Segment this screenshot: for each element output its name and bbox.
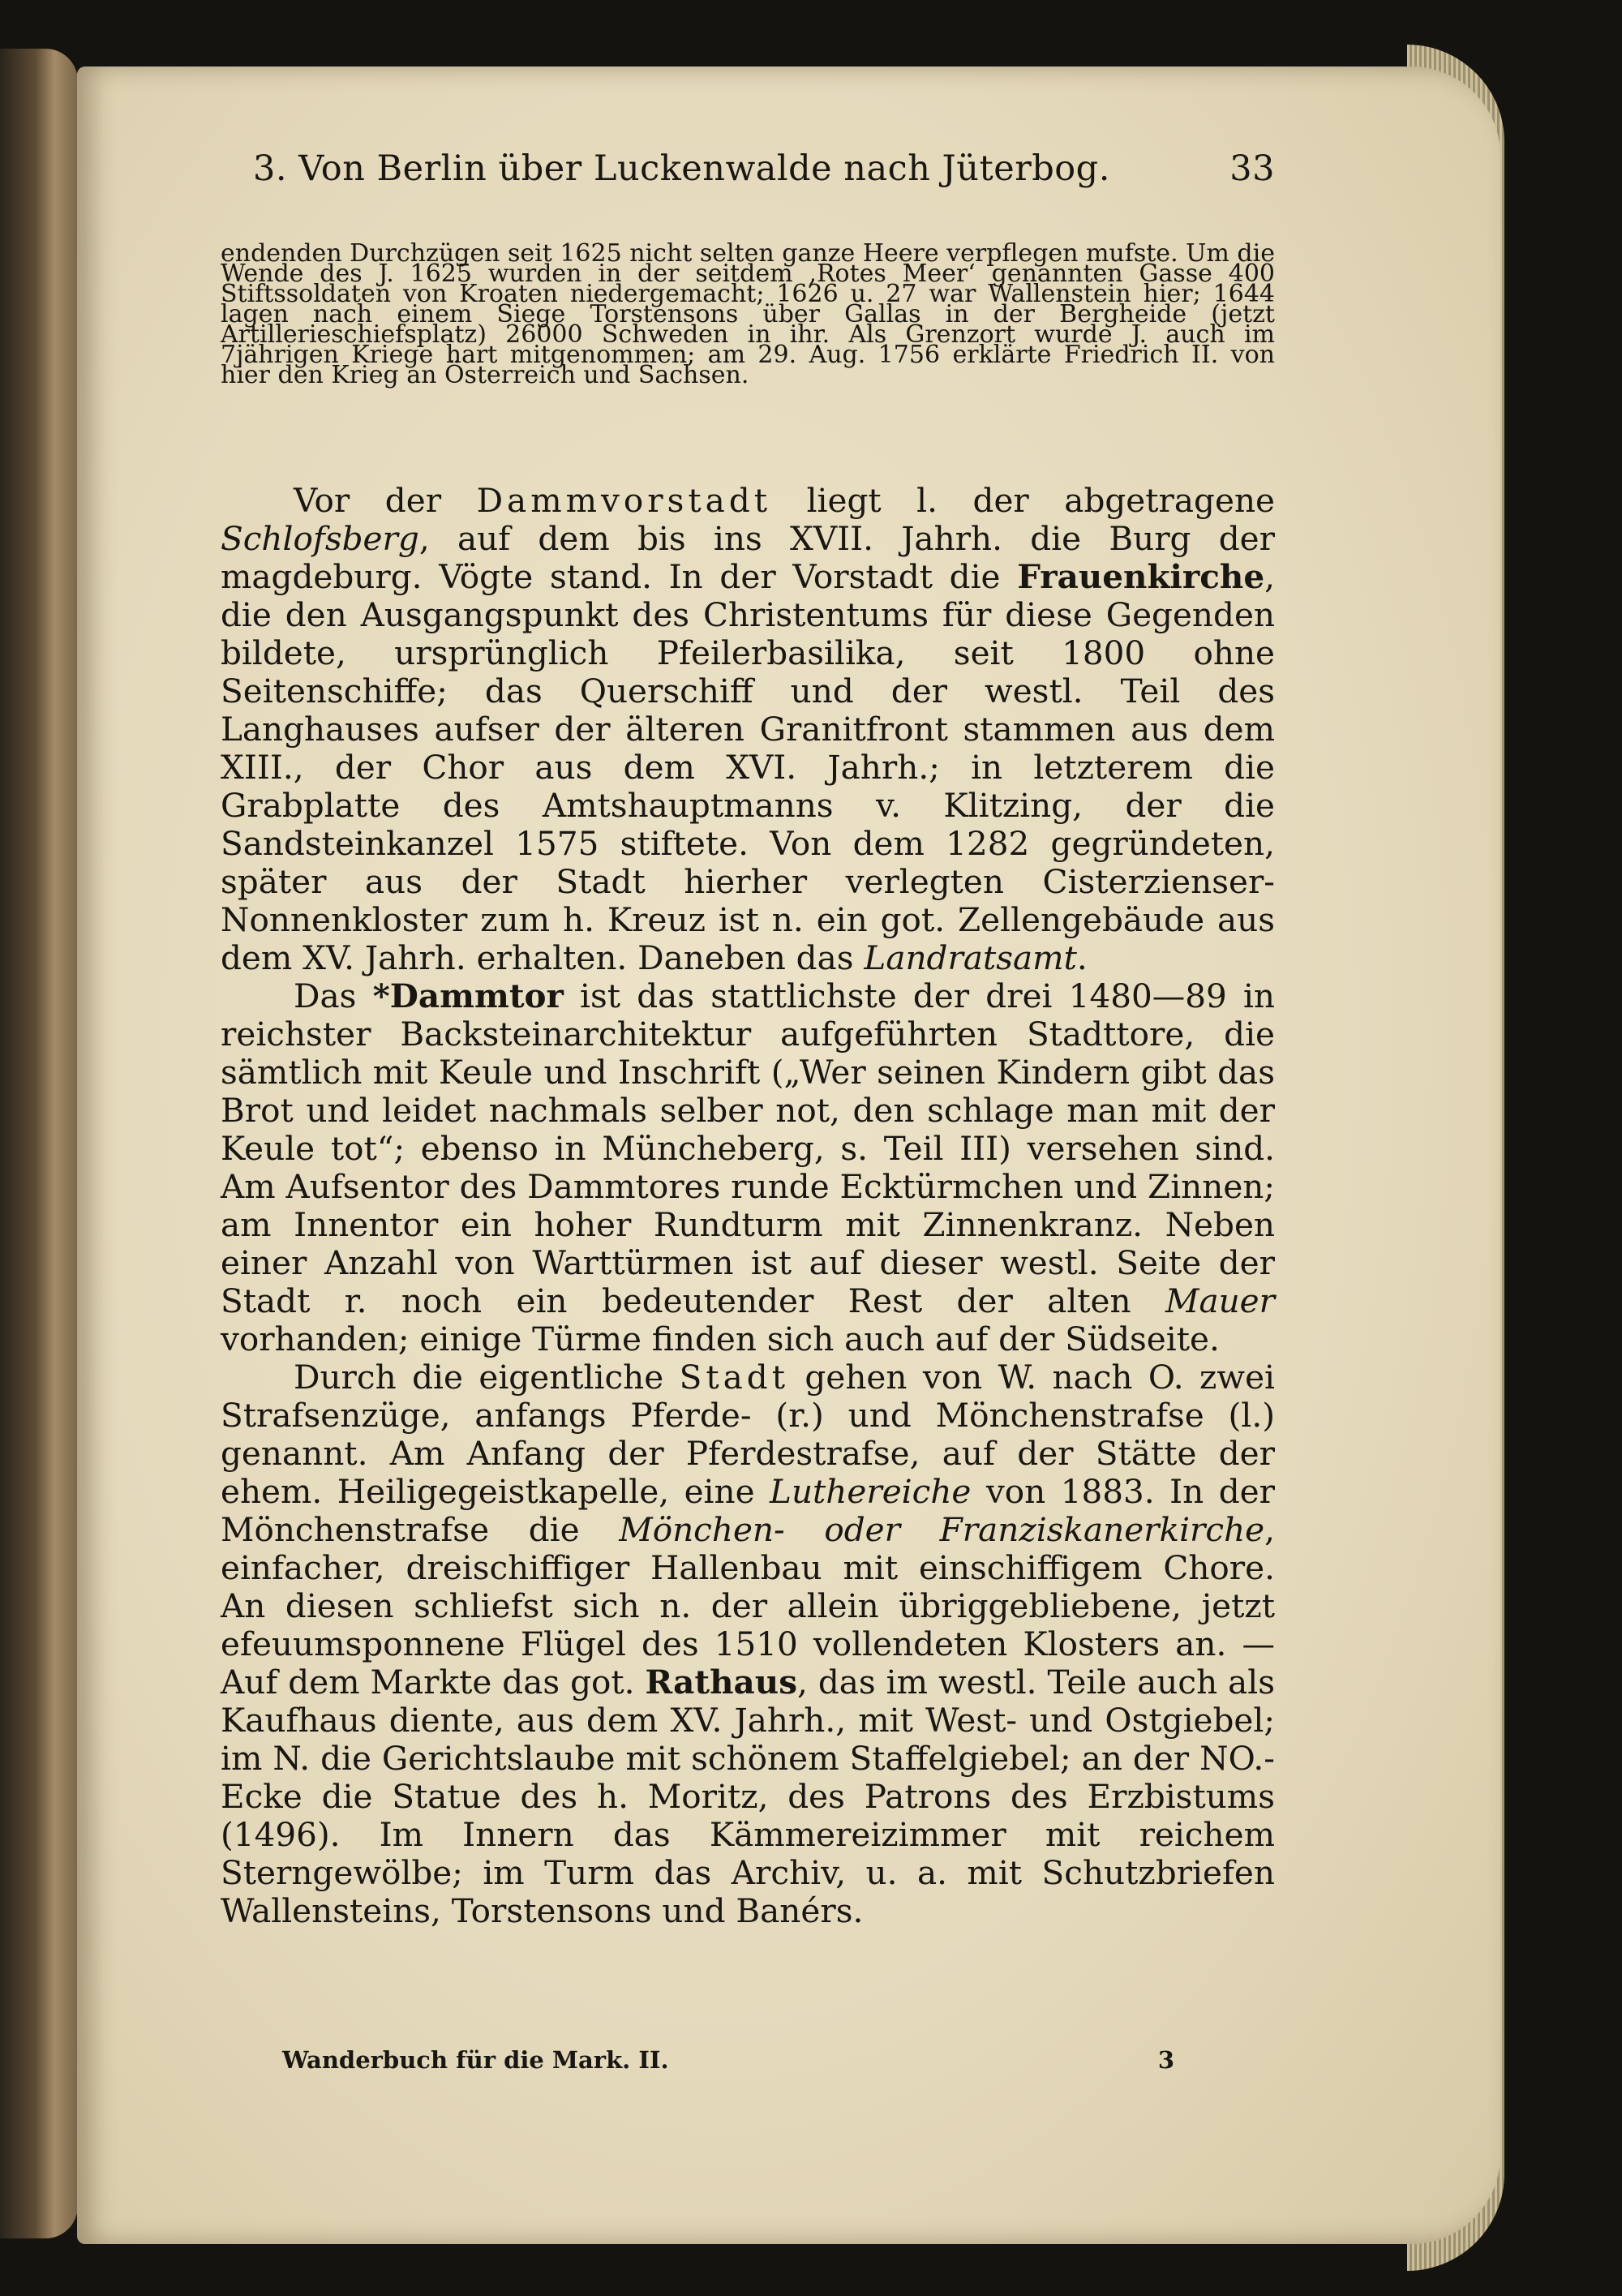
text-run: , auf dem bis ins XVII. Jahrh. die Burg der magdeburg. Vögte stand. In der Vorstadt die [221,519,1275,596]
italic-term: Schlofsberg [221,519,419,558]
bold-term: *Dammtor [372,976,564,1015]
text-run: ist das stattlichste der drei 1480—89 in reichster Backsteinarchitektur aufgeführten Stadttore, die sämtlich mit Keule und Inschrift („Wer seinen Kindern gibt das Brot und leidet nachmals selber not, den schlage man mit der Keule tot“; ebenso in Müncheberg, s. Teil III) versehen sind. Am Aufsentor des Dammtores runde Ecktürmchen und Zinnen; am Innentor ein hoher Rundturm mit Zinnenkranz. Neben einer Anzahl von Warttürmen ist auf dieser westl. Seite der Stadt r. noch ein bedeutender Rest der alten [221,976,1276,1320]
bold-term: Frauenkirche [1017,557,1265,596]
text-run: , das im westl. Teile auch als Kaufhaus diente, aus dem XV. Jahrh., mit West- und Ostgiebel; im N. die Gerichtslaube mit schönem Staffelgiebel; an der NO.-Ecke die Statue des h. Moritz, des Patrons des Erzbistums (1496). Im Innern das Kämmereizimmer mit reichem Sterngewölbe; im Turm das Archiv, u. a. mit Schutzbriefen Wallensteins, Torstensons und Banérs. [221,1663,1276,1930]
italic-term: Mauer [1165,1281,1275,1320]
text-run: gehen von W. nach O. zwei Strafsenzüge, anfangs Pferde- (r.) und Mönchenstrafse (l.) genannt. Am Anfang der Pferdestrafse, auf der Stätte der ehem. Heiligegeistkapelle, eine [221,1358,1275,1511]
text-run: , einfacher, dreischiffiger Hallenbau mit einschiffigem Chore. An diesen schliefst sich n. der allein übriggebliebene, jetzt efeuumsponnene Flügel des 1510 vollendeten Klosters an. — Auf dem Markte das got. [221,1510,1275,1702]
footer [282,2046,1174,2074]
text-run: Durch die eigentliche [294,1358,680,1397]
running-header [253,148,1275,189]
page-number: 33 [1229,148,1275,189]
text-run: von 1883. In der Mönchenstrafse die [221,1472,1275,1549]
book-spine [0,49,78,2238]
spaced-term: Dammvorstadt [476,481,772,520]
bold-term: Rathaus [645,1663,798,1702]
book-signature: Wanderbuch für die Mark. II. [282,2046,669,2074]
small-print-note: endenden Durchzügen seit 1625 nicht selten ganze Heere verpflegen mufste. Um die Wende des J. 1625 wurden in der seitdem ,Rotes Meer‘ genannten Gasse 400 Stiftssoldaten von Kroaten niedergemacht; 1626 u. 27 war Wallenstein hier; 1644 lagen nach einem Siege Torstensons über Gallas in der Bergheide (jetzt Artillerieschiefsplatz) 26000 Schweden in ihr. Als Grenzort wurde J. auch im 7jährigen Kriege hart mitgenommen; am 29. Aug. 1756 erklärte Friedrich II. von hier den Krieg an Österreich und Sachsen. [221,239,1275,389]
main-text [221,482,1275,1930]
italic-term: Luthereiche [770,1472,972,1511]
text-run: . [1076,938,1088,977]
text-run: vorhanden; einige Türme finden sich auch auf der Südseite. [221,1320,1220,1358]
italic-term: Mönchen- oder Franziskanerkirche [619,1510,1265,1549]
paragraph-dammvorstadt [221,482,1275,977]
chapter-title: 3. Von Berlin über Luckenwalde nach Jüterbog. [253,148,1110,189]
text-run: Vor der [294,481,477,520]
text-run: liegt l. der abgetragene [771,481,1275,520]
paragraph-stadt [221,1358,1275,1930]
sheet-number: 3 [1157,2046,1174,2074]
text-run: , die den Ausgangspunkt des Christentums für diese Gegenden bildete, ursprünglich Pfeilerbasilika, seit 1800 ohne Seitenschiffe; das Querschiff und der westl. Teil des Langhauses aufser der älteren Granitfront stammen aus dem XIII., der Chor aus dem XVI. Jahrh.; in letzterem die Grabplatte des Amtshauptmanns v. Klitzing, der die Sandsteinkanzel 1575 stiftete. Von dem 1282 gegründeten, später aus der Stadt hierher verlegten Cisterzienser-Nonnenkloster zum h. Kreuz ist n. ein got. Zellengebäude aus dem XV. Jahrh. erhalten. Daneben das [221,557,1275,977]
paragraph-dammtor [221,977,1275,1358]
spaced-term: Stadt [679,1358,789,1397]
text-run: Das [294,976,373,1015]
italic-term: Landratsamt [864,938,1077,977]
